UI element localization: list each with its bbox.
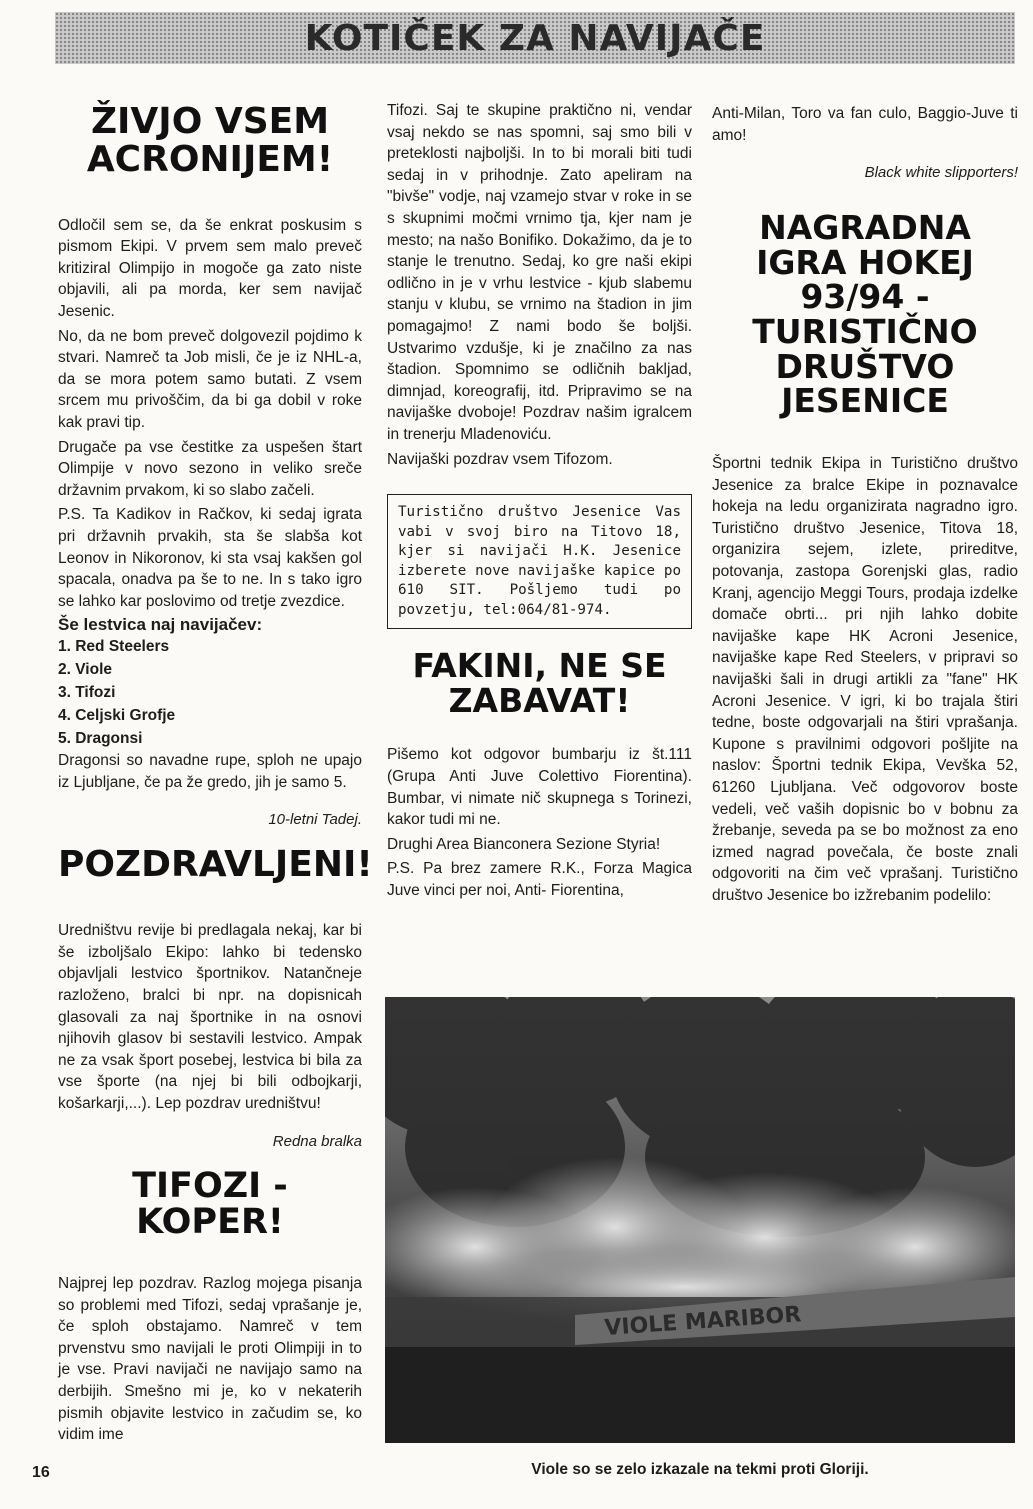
paragraph: Športni tednik Ekipa in Turistično društvo Jesenice za bralce Ekipe in poznavalce hokeja na ledu organizirata nagradno igro. Turistično društvo Jesenice, Titova 18, organizira sejem, izlete, prireditve, potovanja, zastopa Gorenjski glas, radio Kranj, agencijo Meggi Tours, prodaja izdelke domače obrti... pri njih lahko dobite navijaške kape HK Acroni Jesenice, navijaške kape Red Steelers, v pripravi so navijaški šali in drugi artikli za "fane" HK Acroni Jesenice. V igri, ki bo trajala štiri tedne, boste odgovarjali na štiri vprašanja. Kupone s pravilnimi odgovori pošljite na naslov: Športni tednik Ekipa, Vevška 52, 61260 Ljubljana. Več odgovorov boste vedeli, več vaših dopisnic bo v bobnu za žrebanje, seveda pa se bo možnost za eno izmed nagrad povečala, če boste znali odgovoriti na čim več vprašanj. Turistično društvo Jesenice bo izžrebanim podelilo: — [712, 455, 1018, 904]
headline-line: POZDRAVLJENI! — [58, 844, 373, 886]
headline-line: NAGRADNA — [759, 208, 971, 248]
paragraph: Najprej lep pozdrav. Razlog mojega pisanja so problemi med Tifozi, sedaj vprašanje je, če sploh obstajamo. Namreč v tem prvenstvu smo navijali le proti Olimpiji in to je vse. Pravi navijači ne navijajo samo na derbijih. Smešno mi je, ko v nekaterih pismih objavite lestvico in začudim se, ko vidim ime — [58, 1275, 362, 1444]
paragraph: Tifozi. Saj te skupine praktično ni, vendar vsaj nekdo se nas spomni, saj smo bili v preteklosti najboljši. In to bi morali biti tudi sedaj in v prihodnje. Zato apeliram na "bivše" vodje, naj vzamejo stvar v roke in se s skupnimi močmi vrnimo tja, kjer nam je mesto; na našo Bonifiko. Dokažimo, da je to stanje le trenutno. Sedaj, ko gre naši ekipi odlično in je v vrhu lestvice - kjub slabemu stanju v klubu, se vrnimo na štadion in jim pomagajmo! Z nami bodo še boljši. Ustvarimo vzdušje, ki je značilno za nas štadion. Spomnimo se odličnih bakljad, dimnjad, koreografij, itd. Pripravimo se na navijaške dvoboje! Pozdrav našim igralcem in trenerju Mladenoviću. — [387, 102, 692, 443]
paragraph: Navijaški pozdrav vsem Tifozom. — [387, 450, 613, 468]
signature: 10-letni Tadej. — [268, 811, 362, 829]
list-title: Še lestvica naj navijačev: — [58, 615, 263, 635]
paragraph: Drugače pa vse čestitke za uspešen štart Olimpije v novo sezono in veliko sreče državnim prvakom, ki so slabo začeli. — [58, 438, 362, 499]
paragraph: Dragonsi so navadne rupe, sploh ne upajo iz Ljubljane, če pa že gredo, jih je samo 5. — [58, 752, 362, 791]
photo-caption: Viole so se zelo izkazale na tekmi proti Gloriji. — [531, 1461, 869, 1478]
list-item: 5. Dragonsi — [58, 730, 143, 748]
headline-line: ŽIVJO VSEM — [90, 101, 330, 142]
paragraph: Anti-Milan, Toro va fan culo, Baggio-Juve ti amo! — [712, 105, 1018, 144]
headline-tifozi-koper — [58, 1165, 362, 1243]
paragraph: Drughi Area Bianconera Sezione Styria! — [387, 835, 661, 853]
page-number: 16 — [32, 1464, 50, 1481]
headline-line: ACRONIJEM! — [86, 138, 334, 180]
signature: Black white slipporters! — [864, 164, 1018, 182]
headline-fakini — [387, 646, 692, 720]
headline-line: DRUŠTVO — [775, 346, 955, 386]
column-3 — [712, 103, 1018, 910]
paragraph: P.S. Pa brez zamere R.K., Forza Magica Juve vinci per noi, Anti- Fiorentina, — [387, 860, 692, 899]
headline-line: KOPER! — [136, 1202, 284, 1243]
column-2 — [387, 100, 692, 905]
list-item: 3. Tifozi — [58, 684, 116, 702]
headline-line: JESENICE — [781, 381, 949, 421]
paragraph: Odločil sem se, da še enkrat poskusim s pismom Ekipi. V prvem sem malo preveč kritiziral Olimpijo in mogoče ga zato niste objavili, ali pa morda, ker sem navijač Jesenic. — [58, 216, 362, 320]
paragraph: No, da ne bom preveč dolgovezil pojdimo k stvari. Namreč ta Job misli, če je iz NHL-a, da se mora potem samo butati. Z vsem srcem mu privoščim, da bi ga dobil v roke kak pravi tip. — [58, 327, 362, 431]
list-item: 4. Celjski Grofje — [58, 707, 176, 725]
headline-line: TURISTIČNO — [752, 312, 978, 352]
headline-line: TIFOZI - — [132, 1165, 288, 1206]
list-item: 2. Viole — [58, 661, 112, 679]
stadium-photo — [385, 997, 1015, 1443]
column-1 — [58, 95, 373, 1449]
paragraph: Uredništvu revije bi predlagala nekaj, kar bi še izboljšalo Ekipo: lahko bi tedensko objavljali lestvico športnikov. Natančneje razloženo, bralci bi npr. na dopisnicah glasovali za naj športnike in na osnovi njihovih glasov bi sestavili lestvico. Ampak ne za vsak šport posebej, lestvica bi bila za vse športe (na njej bi bili odbojkarji, košarkarji,...). Lep pozdrav uredništvu! — [58, 922, 362, 1113]
signature: Redna bralka — [272, 1132, 362, 1150]
section-banner — [55, 12, 1015, 64]
stadium-photo-illustration — [385, 997, 1015, 1443]
headline-line: 93/94 - — [800, 277, 930, 317]
section-title: KOTIČEK ZA NAVIJAČE — [304, 17, 766, 59]
headline-pozdravljeni — [58, 844, 373, 886]
headline-line: IGRA HOKEJ — [756, 242, 974, 282]
headline-nagradna-igra — [712, 208, 1018, 421]
headline-zivjo — [58, 103, 362, 179]
paragraph: P.S. Ta Kadikov in Račkov, ki sedaj igrata pri državnih prvakih, sta še slabša kot Leonov in Nikoronov, ki sta vsaj kakšen gol spacala, onadva pa še to ne. In s tako igro se lahko kar poslovimo od tretje zvezdice. — [58, 506, 362, 610]
advert-box: Turistično društvo Jesenice Vas vabi v svoj biro na Titovo 18, kjer si navijači H.K. Jesenice izberete nove navijaške kapice po 610 SIT. Pošljemo tudi po povzetju, tel:064/81-974. — [387, 494, 692, 629]
photo-banner-text: VIOLE MARIBOR — [603, 1302, 803, 1341]
paragraph: Pišemo kot odgovor bumbarju iz št.111 (Grupa Anti Juve Colettivo Fiorentina). Bumbar, vi nimate nič skupnega s Torinezi, kakor tudi mi ne. — [387, 746, 692, 829]
headline-line: FAKINI, NE SE — [412, 646, 667, 686]
headline-line: ZABAVAT! — [448, 680, 631, 720]
list-item: 1. Red Steelers — [58, 638, 170, 656]
